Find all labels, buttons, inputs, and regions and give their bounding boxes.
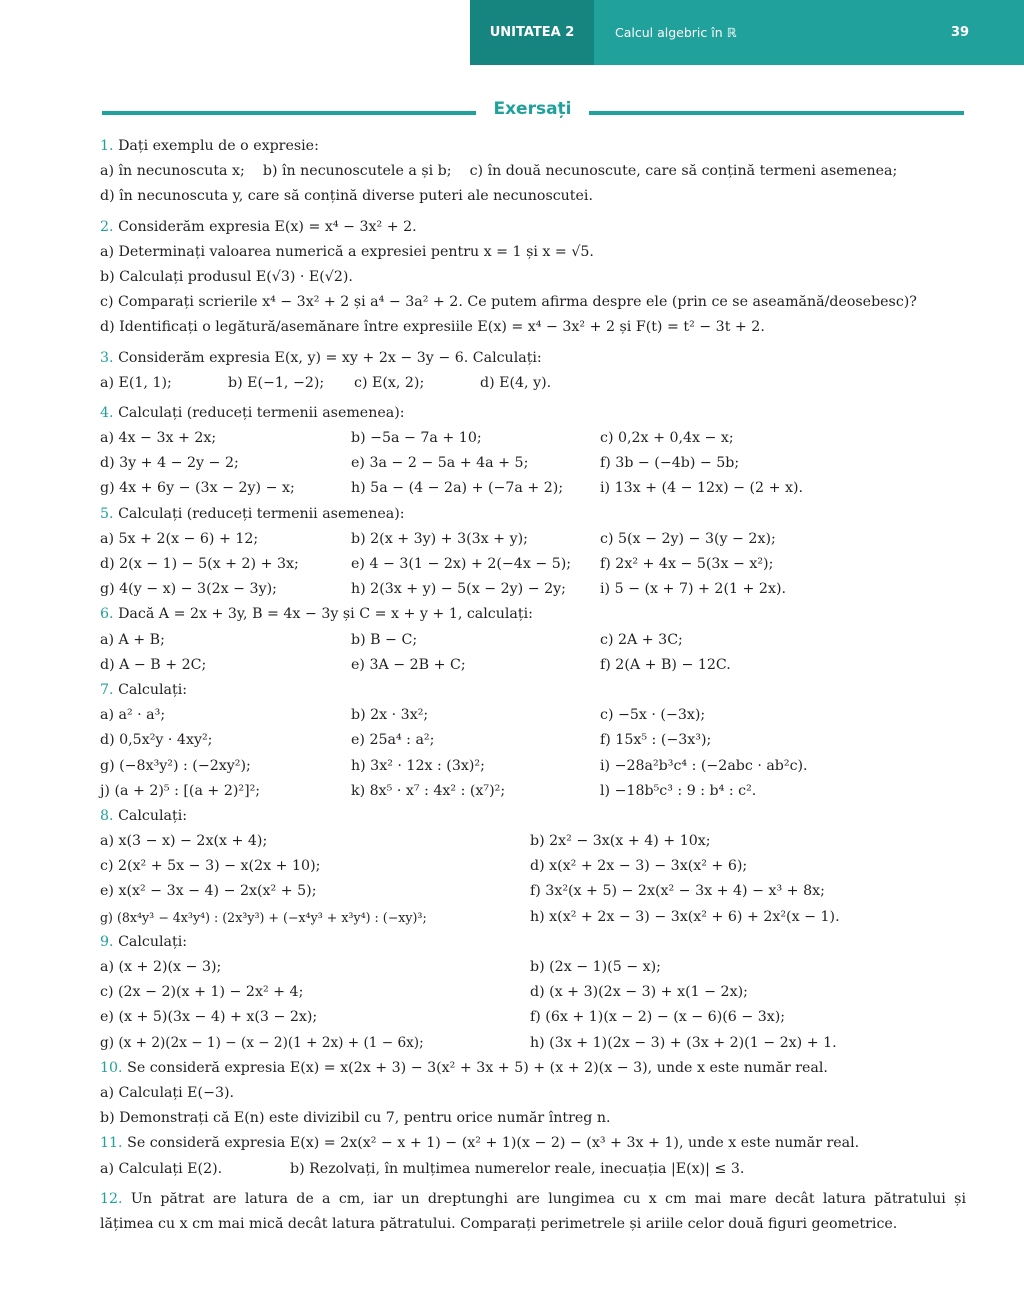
ex6-row-1: [100, 628, 966, 653]
ex7-title-text: Calculați:: [118, 681, 188, 698]
ex7-g: g) (−8x³y²) : (−2xy²);: [100, 757, 251, 774]
ex8-number: 8.: [100, 807, 114, 824]
ex5-i: i) 5 − (x + 7) + 2(1 + 2x).: [600, 581, 786, 598]
ex7-f: f) 15x⁵ : (−3x³);: [600, 732, 712, 749]
ex9-row-3: [100, 1005, 966, 1030]
ex5-d: d) 2(x − 1) − 5(x + 2) + 3x;: [100, 556, 299, 572]
ex5-b: b) 2(x + 3y) + 3(3x + y);: [351, 530, 528, 547]
ex3-a: a) E(1, 1);: [100, 374, 172, 391]
ex12-line-1: [100, 1187, 966, 1212]
ex4-row-2: [100, 451, 966, 476]
ex3-b: b) E(−1, −2);: [228, 374, 325, 391]
ex4-f: f) 3b − (−4b) − 5b;: [600, 455, 740, 472]
ex2-d: d) Identificați o legătură/asemănare între expresiile E(x) = x⁴ − 3x² + 2 și F(t) = t² − 3t + 2.: [100, 319, 765, 336]
ex4-d: d) 3y + 4 − 2y − 2;: [100, 455, 239, 472]
section-rule-right: [589, 111, 964, 115]
ex12-word: cm,: [338, 1190, 365, 1207]
ex3-title: [100, 346, 966, 371]
ex4-a: a) 4x − 3x + 2x;: [100, 430, 217, 447]
ex6-title-text: Dacă A = 2x + 3y, B = 4x − 3y și C = x + y + 1, calculați:: [118, 606, 533, 623]
ex1-d: d) în necunoscuta y, care să conțină diverse puteri ale necunoscutei.: [100, 188, 593, 205]
ex4-number: 4.: [100, 404, 114, 421]
ex1-line-abc: [100, 159, 966, 184]
ex5-title: [100, 502, 966, 527]
ex7-e: e) 25a⁴ : a²;: [351, 732, 435, 749]
ex12-word: mare: [729, 1190, 767, 1207]
ex4-c: c) 0,2x + 0,4x − x;: [600, 430, 734, 447]
section-rule-left: [102, 111, 476, 115]
ex1-a: a) în necunoscuta x;: [100, 163, 245, 180]
ex4-row-3: [100, 476, 966, 501]
ex12-word: decât: [774, 1190, 815, 1207]
ex5-c: c) 5(x − 2y) − 3(y − 2x);: [600, 530, 776, 547]
ex4-b: b) −5a − 7a + 10;: [351, 430, 482, 447]
ex1-b: b) în necunoscutele a și b;: [262, 163, 452, 180]
ex12-line-2: lățimea cu x cm mai mică decât latura pătratului. Comparați perimetrele și ariile celor două figuri geometrice.: [100, 1215, 898, 1232]
ex8-e: e) x(x² − 3x − 4) − 2x(x² + 5);: [100, 883, 317, 900]
ex9-row-1: [100, 955, 966, 980]
ex7-row-2: [100, 728, 966, 753]
ex11-b: b) Rezolvați, în mulțimea numerelor reale, inecuația |E(x)| ≤ 3.: [290, 1160, 745, 1177]
ex7-h: h) 3x² · 12x : (3x)²;: [351, 757, 485, 774]
ex6-title: [100, 602, 966, 627]
section-title: Exersați: [493, 99, 572, 119]
ex2-number: 2.: [100, 218, 114, 235]
ex2-c: c) Comparați scrierile x⁴ − 3x² + 2 și a⁴ − 3a² + 2. Ce putem afirma despre ele (prin ce se aseamănă/deosebesc)?: [100, 294, 917, 311]
ex6-number: 6.: [100, 606, 114, 623]
ex12-word: a: [322, 1190, 331, 1207]
ex12-word: un: [401, 1190, 420, 1207]
ex1-number: 1.: [100, 138, 114, 154]
ex1-c: c) în două necunoscute, care să conțină termeni asemenea;: [469, 163, 898, 180]
ex8-b: b) 2x² − 3x(x + 4) + 10x;: [530, 833, 711, 850]
ex9-e: e) (x + 5)(3x − 4) + x(3 − 2x);: [100, 1009, 318, 1026]
ex7-k: k) 8x⁵ · x⁷ : 4x² : (x⁷)²;: [351, 782, 506, 799]
ex7-d: d) 0,5x²y · 4xy²;: [100, 732, 213, 749]
ex5-e: e) 4 − 3(1 − 2x) + 2(−4x − 5);: [351, 556, 572, 572]
ex11-row: [100, 1157, 966, 1182]
ex8-d: d) x(x² + 2x − 3) − 3x(x² + 6);: [530, 858, 748, 875]
ex9-row-4: [100, 1031, 966, 1056]
ex12-word: cu: [623, 1190, 641, 1207]
ex12-word: latura: [244, 1190, 288, 1207]
ex12-word: și: [954, 1190, 966, 1207]
ex9-title-text: Calculați:: [118, 933, 188, 950]
ex9-f: f) (6x + 1)(x − 2) − (x − 6)(6 − 3x);: [530, 1009, 786, 1026]
ex8-title-text: Calculați:: [118, 807, 188, 824]
exercise-list: [100, 134, 966, 1237]
ex12-word: Un: [130, 1190, 153, 1207]
ex5-f: f) 2x² + 4x − 5(3x − x²);: [600, 556, 774, 572]
ex12-word: iar: [373, 1190, 393, 1207]
ex11-title-text: Se consideră expresia E(x) = 2x(x² − x + 1) − (x² + 1)(x − 2) − (x³ + 3x + 1), unde x este număr real.: [127, 1135, 860, 1152]
ex7-j: j) (a + 2)⁵ : [(a + 2)²]²;: [100, 782, 261, 799]
ex10-a: a) Calculați E(−3).: [100, 1084, 235, 1101]
ex3-d: d) E(4, y).: [480, 374, 552, 391]
ex4-i: i) 13x + (4 − 12x) − (2 + x).: [600, 480, 804, 497]
ex8-a: a) x(3 − x) − 2x(x + 4);: [100, 833, 268, 850]
ex9-g: g) (x + 2)(2x − 1) − (x − 2)(1 + 2x) + (1 − 6x);: [100, 1034, 424, 1051]
ex7-number: 7.: [100, 681, 114, 698]
ex6-f: f) 2(A + B) − 12C.: [600, 656, 731, 673]
ex6-b: b) B − C;: [351, 631, 418, 648]
ex8-c: c) 2(x² + 5x − 3) − x(2x + 10);: [100, 858, 321, 875]
ex6-d: d) A − B + 2C;: [100, 656, 207, 673]
ex11-a: a) Calculați E(2).: [100, 1160, 223, 1177]
ex11-number: 11.: [100, 1135, 123, 1152]
ex8-f: f) 3x²(x + 5) − 2x(x² − 3x + 4) − x³ + 8x;: [530, 883, 825, 900]
ex5-row-1: [100, 527, 966, 552]
ex10-number: 10.: [100, 1059, 123, 1076]
ex12-number: 12.: [100, 1190, 123, 1207]
ex8-row-3: [100, 879, 966, 904]
ex6-c: c) 2A + 3C;: [600, 631, 683, 648]
unit-label: UNITATEA 2: [470, 0, 594, 65]
ex12-word: dreptunghi: [427, 1190, 508, 1207]
ex8-row-4: [100, 905, 966, 930]
ex6-row-2: [100, 653, 966, 678]
ex7-l: l) −18b⁵c³ : 9 : b⁴ : c².: [600, 782, 757, 799]
ex8-row-1: [100, 829, 966, 854]
ex12-word: lungimea: [548, 1190, 615, 1207]
ex5-title-text: Calculați (reduceți termenii asemenea):: [118, 505, 405, 522]
ex1-title: [100, 134, 966, 159]
ex12-word: x: [648, 1190, 657, 1207]
ex6-e: e) 3A − 2B + C;: [351, 656, 466, 673]
ex5-h: h) 2(3x + y) − 5(x − 2y) − 2y;: [351, 581, 566, 598]
page-number: 39: [950, 25, 970, 40]
ex7-row-1: [100, 703, 966, 728]
ex3-row: [100, 371, 966, 396]
ex9-a: a) (x + 2)(x − 3);: [100, 959, 222, 975]
ex12-word: are: [516, 1190, 540, 1207]
ex5-row-2: [100, 552, 966, 577]
ex3-c: c) E(x, 2);: [354, 374, 425, 391]
ex4-e: e) 3a − 2 − 5a + 4a + 5;: [351, 455, 529, 472]
ex6-a: a) A + B;: [100, 631, 165, 648]
ex12-word: latura: [822, 1190, 866, 1207]
ex4-title: [100, 401, 966, 426]
ex7-c: c) −5x · (−3x);: [600, 707, 706, 724]
ex4-g: g) 4x + 6y − (3x − 2y) − x;: [100, 480, 295, 497]
ex2-b: b) Calculați produsul E(√3) · E(√2).: [100, 268, 353, 285]
ex12-word: pătrat: [160, 1190, 205, 1207]
ex3-number: 3.: [100, 349, 114, 366]
ex1-title-text: Dați exemplu de o expresie:: [118, 138, 319, 154]
ex9-b: b) (2x − 1)(5 − x);: [530, 959, 661, 975]
ex2-a: a) Determinați valoarea numerică a expresiei pentru x = 1 și x = √5.: [100, 243, 594, 260]
ex9-row-2: [100, 980, 966, 1005]
ex7-row-4: [100, 779, 966, 804]
ex12-word: pătratului: [874, 1190, 946, 1207]
ex5-g: g) 4(y − x) − 3(2x − 3y);: [100, 581, 277, 598]
ex3-title-text: Considerăm expresia E(x, y) = xy + 2x − 3y − 6. Calculați:: [118, 349, 542, 366]
ex10-title-text: Se consideră expresia E(x) = x(2x + 3) − 3(x² + 3x + 5) + (x + 2)(x − 3), unde x este număr real.: [127, 1059, 828, 1076]
ex10-title: [100, 1056, 966, 1081]
ex4-title-text: Calculați (reduceți termenii asemenea):: [118, 404, 405, 421]
ex8-g: g) (8x⁴y³ − 4x³y⁴) : (2x³y³) + (−x⁴y³ + x³y⁴) : (−xy)³;: [100, 909, 427, 925]
ex10-b: b) Demonstrați că E(n) este divizibil cu 7, pentru orice număr întreg n.: [100, 1110, 611, 1127]
ex11-title: [100, 1131, 966, 1156]
ex9-h: h) (3x + 1)(2x − 3) + (3x + 2)(1 − 2x) + 1.: [530, 1034, 837, 1051]
ex2-title-text: Considerăm expresia E(x) = x⁴ − 3x² + 2.: [118, 218, 417, 235]
ex7-b: b) 2x · 3x²;: [351, 707, 429, 724]
ex9-d: d) (x + 3)(2x − 3) + x(1 − 2x);: [530, 984, 748, 1001]
ex12-word: de: [296, 1190, 314, 1207]
ex5-a: a) 5x + 2(x − 6) + 12;: [100, 530, 259, 547]
ex8-row-2: [100, 854, 966, 879]
chapter-title: Calcul algebric în ℝ: [615, 25, 737, 40]
ex12-word: mai: [694, 1190, 722, 1207]
ex5-number: 5.: [100, 505, 114, 522]
ex4-h: h) 5a − (4 − 2a) + (−7a + 2);: [351, 480, 564, 497]
ex7-a: a) a² · a³;: [100, 707, 166, 724]
ex5-row-3: [100, 577, 966, 602]
ex9-number: 9.: [100, 933, 114, 950]
ex9-title: [100, 930, 966, 955]
ex4-row-1: [100, 426, 966, 451]
ex8-h: h) x(x² + 2x − 3) − 3x(x² + 6) + 2x²(x − 1).: [530, 908, 840, 925]
ex7-i: i) −28a²b³c⁴ : (−2abc · ab²c).: [600, 757, 808, 774]
ex9-c: c) (2x − 2)(x + 1) − 2x² + 4;: [100, 984, 304, 1001]
ex8-title: [100, 804, 966, 829]
ex12-word: are: [212, 1190, 237, 1207]
ex12-word: cm: [665, 1190, 687, 1207]
ex7-title: [100, 678, 966, 703]
ex7-row-3: [100, 754, 966, 779]
ex2-title: [100, 215, 966, 240]
